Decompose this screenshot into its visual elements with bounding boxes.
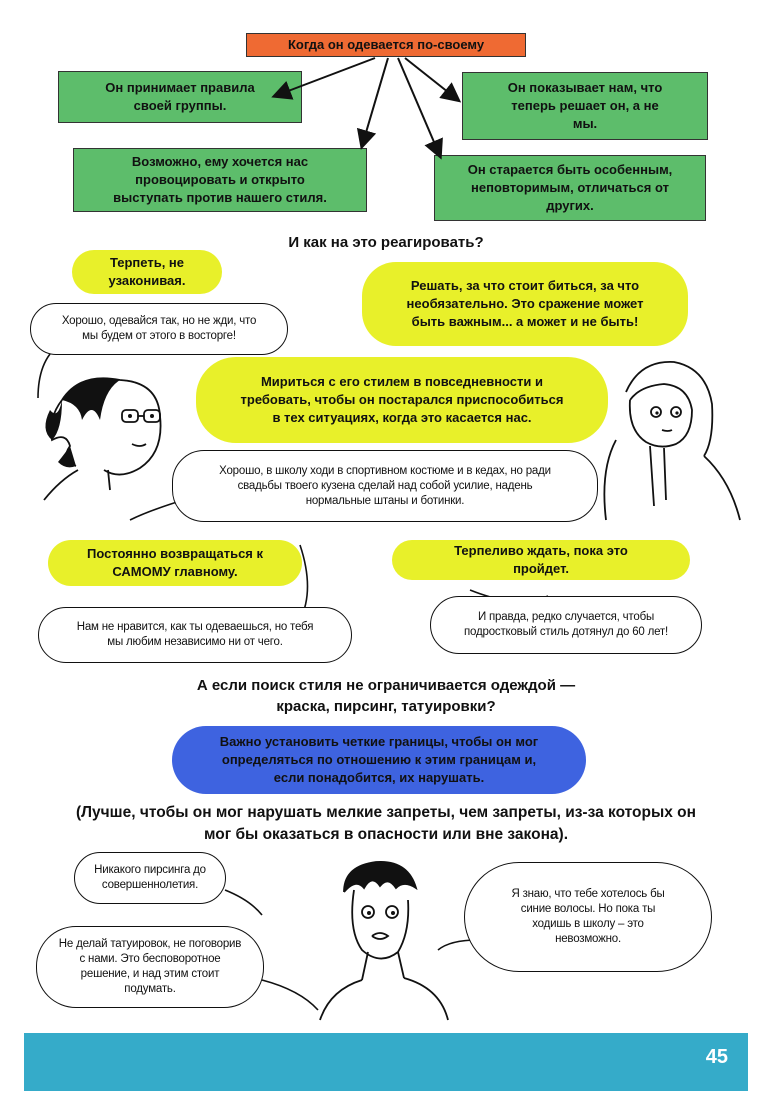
arrow-to-provoke	[362, 58, 388, 146]
speech-bubble-love-you: Нам не нравится, как ты одеваешься, но тебя мы любим независимо ни от чего.	[38, 607, 352, 663]
reason-group-rules: Он принимает правила своей группы.	[58, 71, 302, 123]
speech-bubble-60-years: И правда, редко случается, чтобы подростковый стиль дотянул до 60 лет!	[430, 596, 702, 654]
bubble-tail	[225, 890, 262, 915]
tip-accept-daily: Мириться с его стилем в повседневности и требовать, чтобы он постарался приспособиться в тех ситуациях, когда это касается нас.	[196, 357, 608, 443]
page-number: 45	[705, 1046, 728, 1068]
speech-bubble-school-wedding: Хорошо, в школу ходи в спортивном костюме и в кедах, но ради свадьбы твоего кузена сделай над собой усилие, надень нормальные штаны и ботинки.	[172, 450, 598, 522]
arrow-to-unique	[398, 58, 440, 156]
tip-wait: Терпеливо ждать, пока это пройдет.	[392, 540, 690, 580]
speech-bubble-blue-hair: Я знаю, что тебе хотелось бы синие волосы. Но пока ты ходишь в школу – это невозможно.	[464, 862, 712, 972]
tip-return-main: Постоянно возвращаться к САМОМУ главному.	[48, 540, 302, 586]
speech-bubble-not-thrilled: Хорошо, одевайся так, но не жди, что мы будем от этого в восторге!	[30, 303, 288, 355]
important-limits-box: Важно установить четкие границы, чтобы он мог определяться по отношению к этим границам и, если понадобится, их нарушать.	[172, 726, 586, 794]
speech-bubble-no-tattoo: Не делай татуировок, не поговорив с нами. Это бесповоротное решение, и над этим стоит подумать.	[36, 926, 264, 1008]
hoodie-boy-illustration	[604, 362, 740, 520]
speech-bubble-no-piercing: Никакого пирсинга до совершеннолетия.	[74, 852, 226, 904]
reason-provoke: Возможно, ему хочется нас провоцировать и открыто выступать против нашего стиля.	[73, 148, 367, 212]
bubble-tail	[262, 980, 318, 1010]
woman-hair	[45, 378, 154, 467]
arrow-to-rules	[275, 58, 375, 96]
tip-choose-battles: Решать, за что стоит биться, за что необязательно. Это сражение может быть важным... а может и не быть!	[362, 262, 688, 346]
reason-he-decides: Он показывает нам, что теперь решает он, а не мы.	[462, 72, 708, 140]
bubble-tail	[38, 354, 50, 398]
note-paragraph: (Лучше, чтобы он мог нарушать мелкие запреты, чем запреты, из-за которых он мог бы оказаться в опасности или вне закона).	[76, 804, 696, 843]
footer-band	[24, 1033, 748, 1091]
tip-tolerate: Терпеть, не узаконивая.	[72, 250, 222, 294]
reason-unique: Он старается быть особенным, неповторимым, отличаться от других.	[434, 155, 706, 221]
topic-box: Когда он одевается по-своему	[246, 33, 526, 57]
teen-boy-illustration	[320, 862, 448, 1020]
question-heading-react: И как на это реагировать?	[288, 234, 484, 251]
question-heading-beyond-clothes: А если поиск стиля не ограничивается одеждой — краска, пирсинг, татуировки?	[196, 677, 576, 715]
